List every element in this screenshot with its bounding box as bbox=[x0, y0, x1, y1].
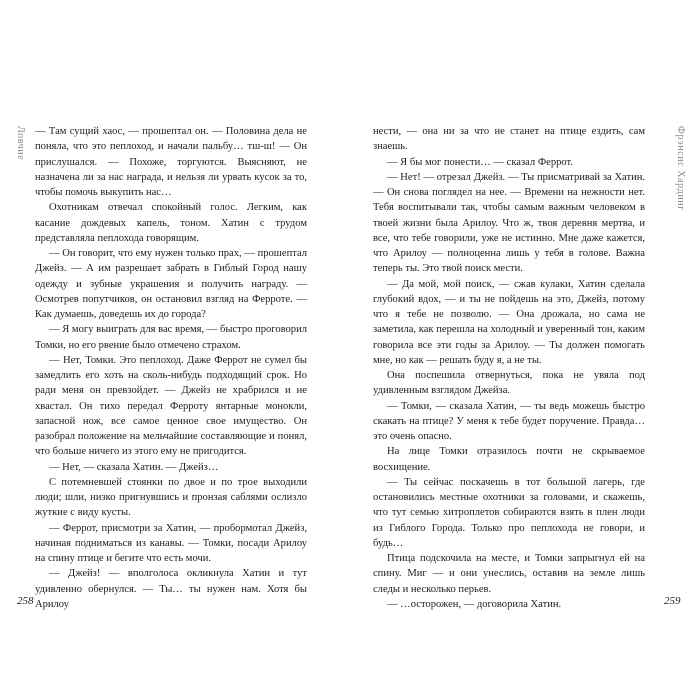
paragraph: — Я могу выиграть для вас время, — быстро проговорил Томки, но его рвение было отмечено страхом. bbox=[35, 324, 307, 351]
running-head-right: Фрэнсис Хардинг bbox=[675, 126, 686, 211]
paragraph: С потемневшей стоянки по двое и по трое выходили люди; шли, низко пригнувшись и пронзая саблями ослизло жуткие с виду кусты. bbox=[35, 476, 307, 519]
paragraph: — Он говорит, что ему нужен только прах, — прошептал Джейз. — А им разрешает забрать в Гиблый Город нашу одежду и зубные украшения и получить награду. — Осмотрев попутчиков, он остановил взгляд на Ферроте. — Как думаешь, доведешь их до города? bbox=[35, 248, 307, 320]
running-head-left: Ловчие bbox=[15, 126, 26, 161]
paragraph: — Томки, — сказала Хатин, — ты ведь можешь быстро скакать на птице? У меня к тебе будет поручение. Правда… это очень опасно. bbox=[373, 400, 645, 442]
paragraph: — Нет, — сказала Хатин. — Джейз… bbox=[49, 461, 219, 473]
paragraph: — Феррот, присмотри за Хатин, — пробормотал Джейз, начиная подниматься из канавы. — Томки, посади Арилоу на спину птице и бегите что есть мочи. bbox=[35, 522, 307, 564]
left-page-text bbox=[35, 124, 307, 612]
paragraph: — Джейз! — вполголоса окликнула Хатин и тут удивленно обернулся. — Ты… ты нужен нам. Хотя бы Арилоу bbox=[35, 568, 307, 610]
paragraph: — Я бы мог понести… — сказал Феррот. bbox=[387, 156, 573, 168]
paragraph: — Там сущий хаос, — прошептал он. — Половина дела не поняла, что это пеплоход, и начали пальбу… тш-ш! — Он прислушался. — Похоже, торгуются. Выясняют, не назначена ли за нас награда, и нельзя ли урвать кусок за то, чтобы помочь выкупить нас… bbox=[35, 126, 307, 198]
right-page-text bbox=[373, 124, 645, 612]
paragraph: — Нет! — отрезал Джейз. — Ты присматривай за Хатин. — Он снова поглядел на нее. — Времени на нежности нет. Тебя воспитывали так, чтобы самым важным человеком в твоей жизни была Арилоу. Что ж, твоя деревня мертва, и все, что тебе говорили, уже не истинно. Мне даже кажется, что Арилоу — полноценна лишь у тебя в голове. Важна теперь ты. Это твой поиск мести. bbox=[373, 171, 645, 275]
paragraph: На лице Томки отразилось почти не скрываемое восхищение. bbox=[373, 446, 645, 473]
paragraph: — …осторожен, — договорила Хатин. bbox=[387, 598, 562, 610]
page-number-right: 259 bbox=[664, 595, 681, 607]
paragraph: — Нет, Томки. Это пеплоход. Даже Феррот не сумел бы замедлить его хоть на сколь-нибудь подходящий срок. Но ради меня он превзойдет. — Джейз не храбрился и не хвастал. Он тихо передал Ферроту янтарные монокли, запасной нож, все самое ценное свое имущество. Он разобрал положение на мельчайшие составляющие и понял, что больше ничего из этого ему не пригодится. bbox=[35, 354, 307, 458]
paragraph: Она поспешила отвернуться, пока не увяла под удивленным взглядом Джейза. bbox=[373, 370, 645, 397]
paragraph: нести, — она ни за что не станет на птице ездить, сам знаешь. bbox=[373, 126, 645, 153]
page-number-left: 258 bbox=[17, 595, 34, 607]
paragraph: — Да мой, мой поиск, — сжав кулаки, Хатин сделала глубокий вдох, — и ты не пойдешь на это, Джейз, потому что я тебе не позволю. — Она дрожала, но сама не заметила, как перешла на холодный и уверенный тон, каким говорила все эти годы за Арилоу. — Ты должен помогать мне, но как — решать буду я, а не ты. bbox=[373, 278, 645, 366]
paragraph: — Ты сейчас поскачешь в тот большой лагерь, где остановились местные охотники за головами, и скажешь, что тут семью хитроплетов собираются взять в плен люди из Гиблого Города. Только про пеплохода не говори, и будь… bbox=[373, 476, 645, 549]
paragraph: Птица подскочила на месте, и Томки запрыгнул ей на спину. Миг — и они унеслись, оставив на земле лишь следы и несколько перьев. bbox=[373, 553, 645, 595]
paragraph: Охотникам отвечал спокойный голос. Легким, как касание дождевых капель, тоном. Хатин с трудом представляла пеплохода говорящим. bbox=[35, 202, 307, 244]
